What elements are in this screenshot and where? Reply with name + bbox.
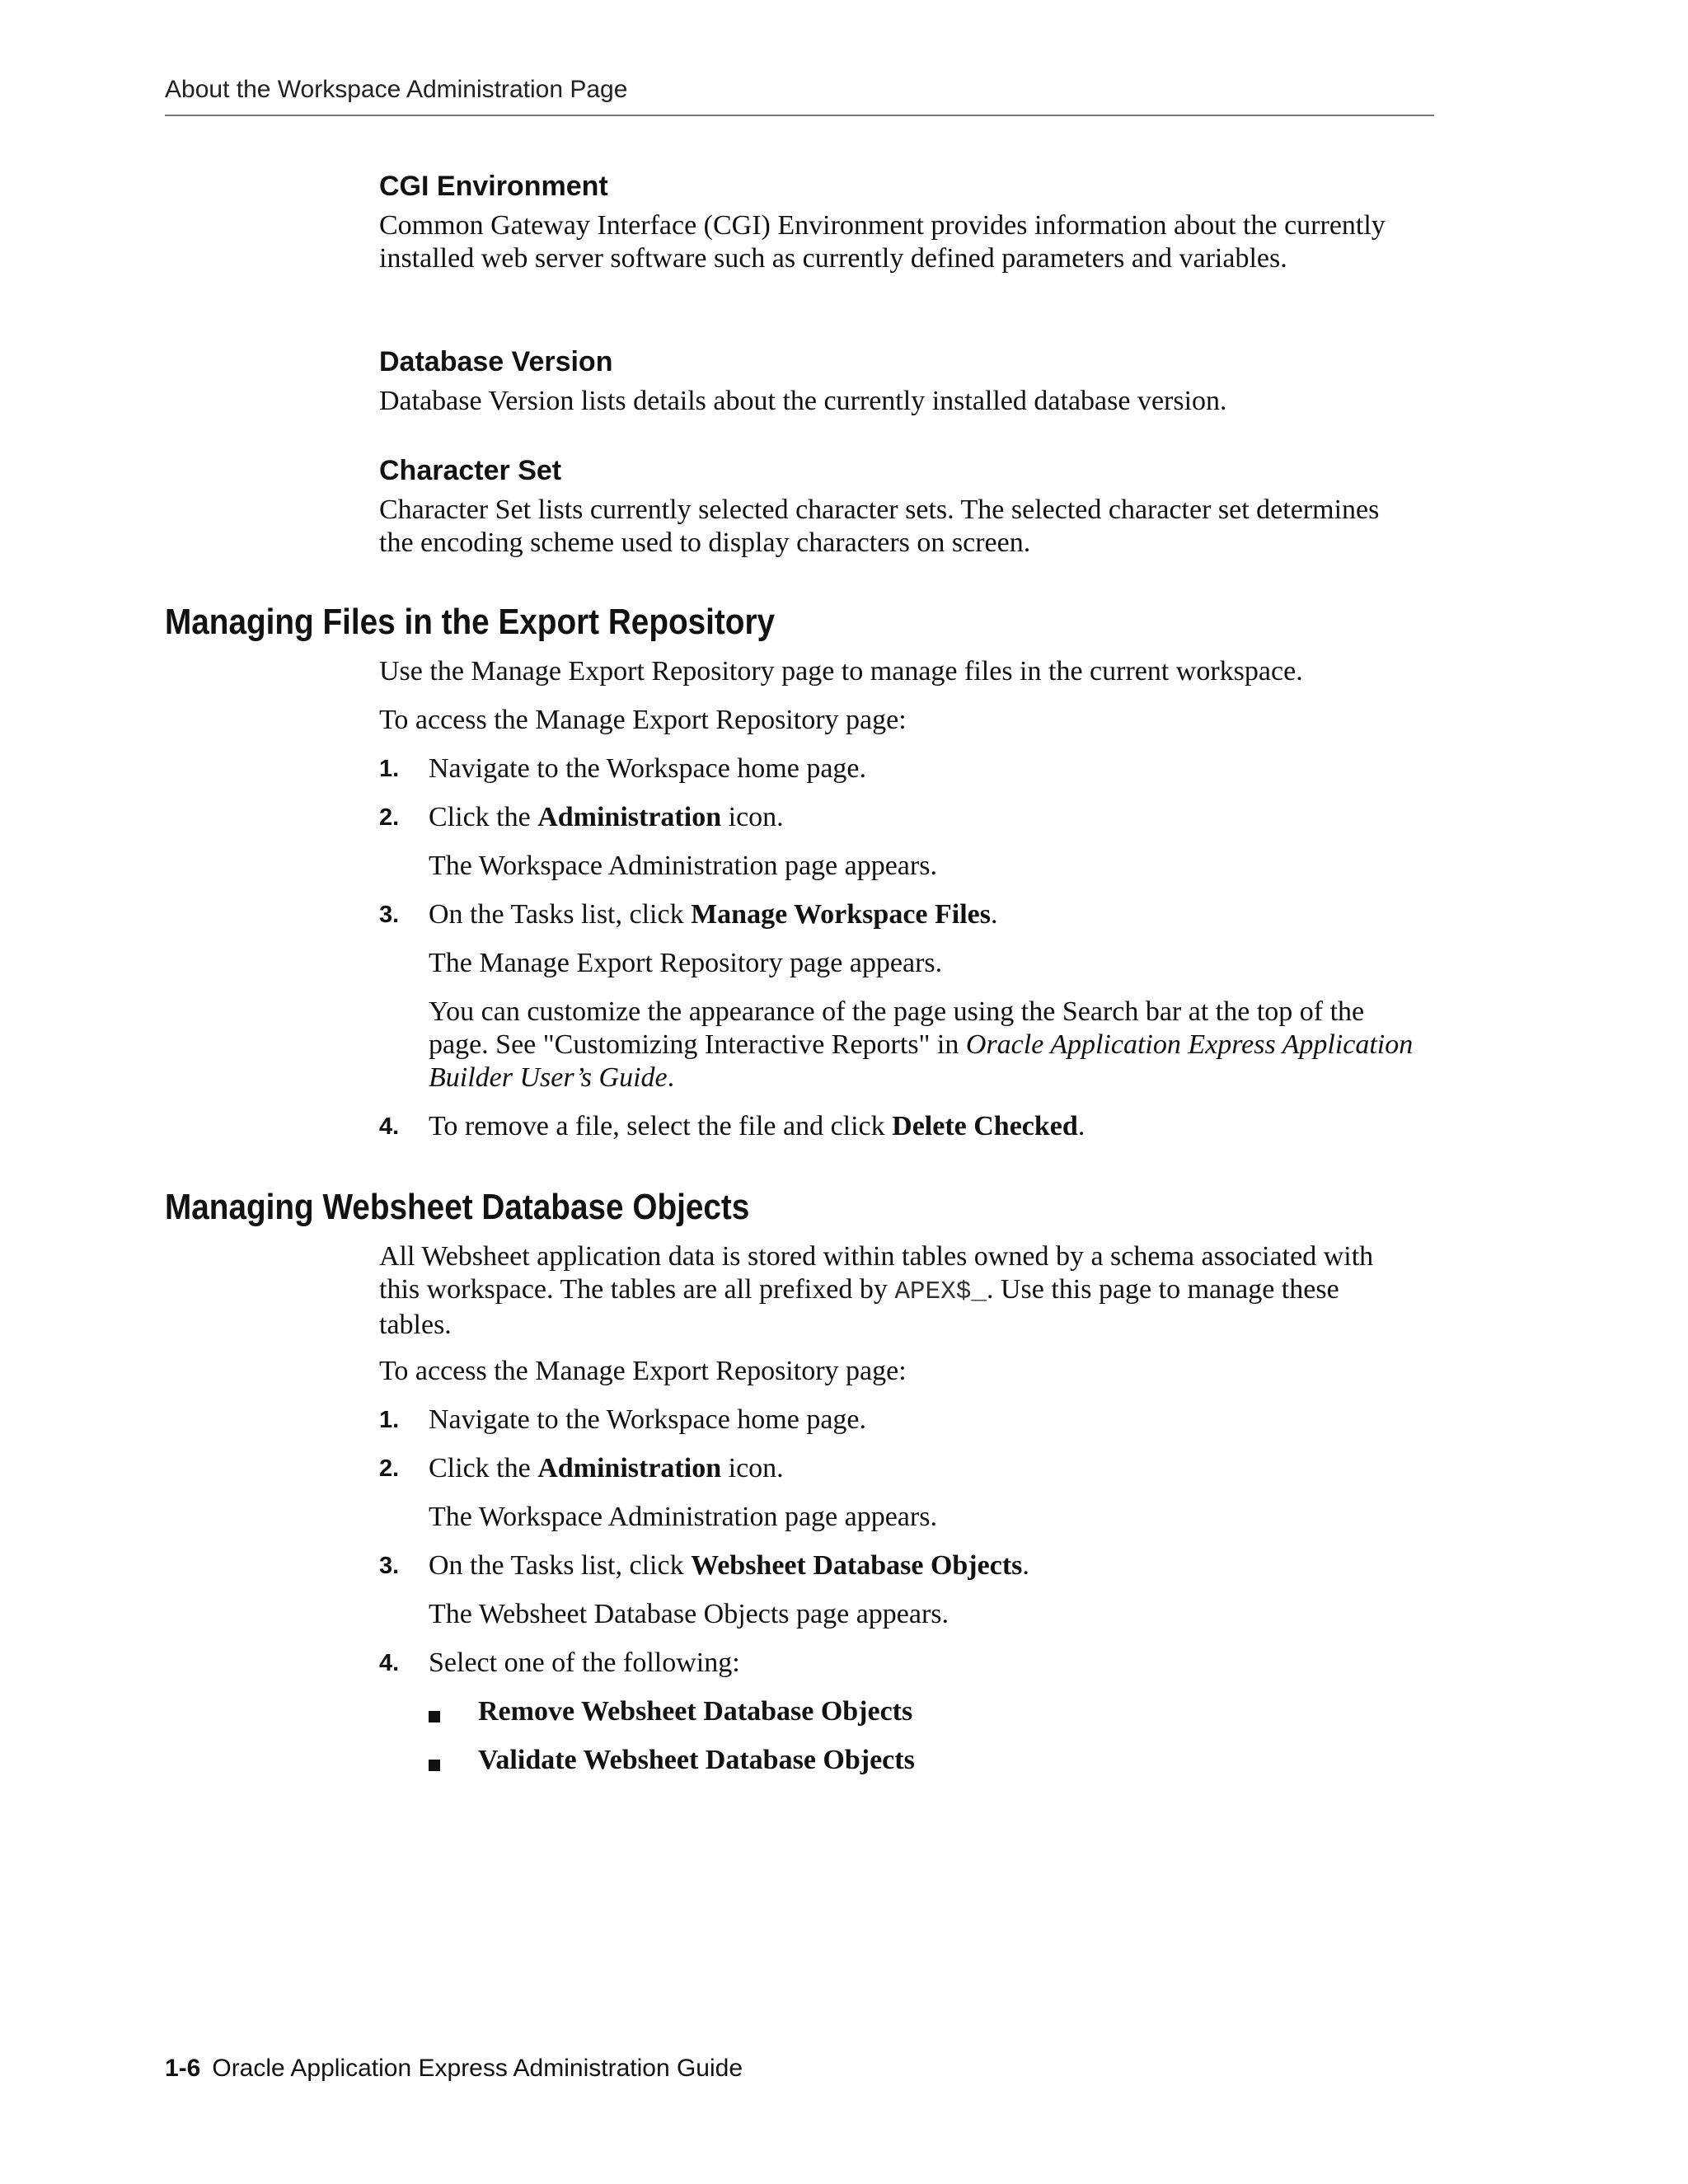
export-step-1-number: 1.	[379, 756, 400, 782]
websheet-step-2-number: 2.	[379, 1455, 400, 1482]
websheet-step-3-number: 3.	[379, 1553, 400, 1579]
database-version-text: Database Version lists details about the currently installed database version.	[379, 386, 1227, 416]
export-step-3-result: The Manage Export Repository page appears.	[429, 948, 943, 978]
running-title: About the Workspace Administration Page	[165, 76, 628, 103]
cgi-environment-heading: CGI Environment	[379, 171, 608, 202]
bullet-icon	[429, 1760, 440, 1771]
websheet-step-3: On the Tasks list, click Websheet Database Objects.	[429, 1550, 1029, 1581]
websheet-step-2: Click the Administration icon.	[429, 1453, 784, 1483]
websheet-step-1-number: 1.	[379, 1407, 400, 1433]
websheet-step-1: Navigate to the Workspace home page.	[429, 1404, 867, 1435]
websheet-option-remove: Remove Websheet Database Objects	[478, 1696, 913, 1727]
export-step-4: To remove a file, select the file and click Delete Checked.	[429, 1111, 1085, 1141]
character-set-text: Character Set lists currently selected character sets. The selected character set determines the encoding scheme used to display characters on screen.	[379, 494, 1380, 558]
websheet-option-validate: Validate Websheet Database Objects	[478, 1745, 915, 1775]
websheet-step-2-result: The Workspace Administration page appears.	[429, 1502, 937, 1532]
export-step-3-number: 3.	[379, 902, 400, 928]
export-step-2-number: 2.	[379, 804, 400, 831]
page-footer	[165, 2055, 743, 2083]
export-access-intro: To access the Manage Export Repository page:	[379, 705, 907, 735]
export-step-2-result: The Workspace Administration page appears.	[429, 851, 937, 881]
export-step-2: Click the Administration icon.	[429, 802, 784, 832]
websheet-step-4: Select one of the following:	[429, 1647, 740, 1678]
websheet-step-4-number: 4.	[379, 1650, 400, 1676]
websheet-access-intro: To access the Manage Export Repository page:	[379, 1356, 907, 1386]
character-set-heading: Character Set	[379, 455, 562, 486]
database-version-heading: Database Version	[379, 346, 613, 377]
export-intro: Use the Manage Export Repository page to manage files in the current workspace.	[379, 656, 1303, 687]
export-repository-heading: Managing Files in the Export Repository	[165, 602, 776, 642]
cgi-environment-text: Common Gateway Interface (CGI) Environment provides information about the currently installed web server software such as currently defined parameters and variables.	[379, 210, 1386, 274]
websheet-step-3-result: The Websheet Database Objects page appears.	[429, 1599, 950, 1629]
export-step-3-note: You can customize the appearance of the page using the Search bar at the top of the page. See "Customizing Interactive Reports" in Oracle Application Express Application Builder User’s Guide.	[429, 996, 1414, 1093]
websheet-objects-heading: Managing Websheet Database Objects	[165, 1187, 750, 1227]
bullet-icon	[429, 1711, 440, 1722]
export-step-1: Navigate to the Workspace home page.	[429, 753, 867, 784]
page-number: 1-6	[165, 2055, 201, 2082]
export-step-3: On the Tasks list, click Manage Workspace Files.	[429, 899, 998, 930]
header-rule	[165, 115, 1434, 116]
book-title: Oracle Application Express Administration Guide	[212, 2055, 743, 2082]
export-step-4-number: 4.	[379, 1113, 400, 1140]
websheet-intro: All Websheet application data is stored within tables owned by a schema associated with this workspace. The tables are all prefixed by APEX$_. Use this page to manage these tables.	[379, 1241, 1374, 1340]
